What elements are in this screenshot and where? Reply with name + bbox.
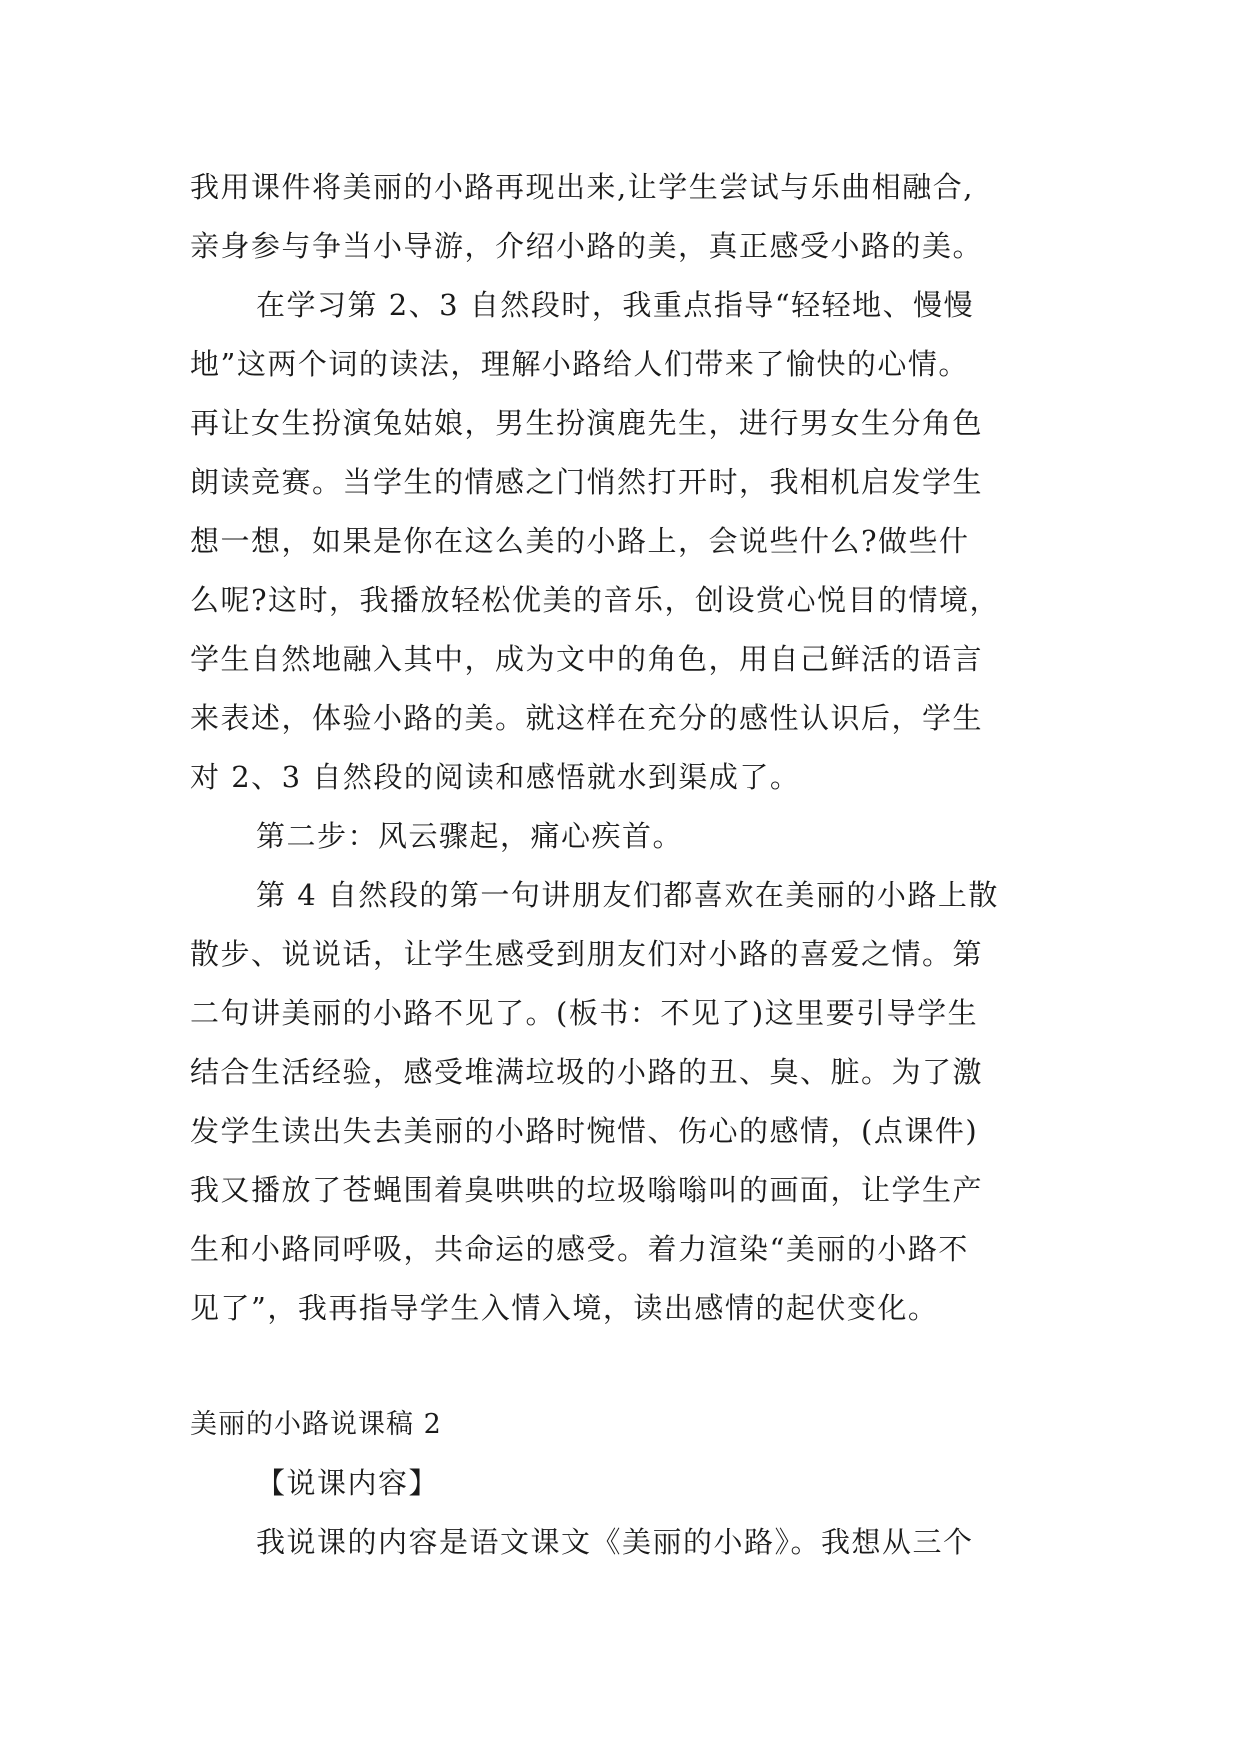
step-heading: 第二步：风云骤起，痛心疾首。: [256, 819, 684, 853]
text-line: 学生自然地融入其中，成为文中的角色，用自己鲜活的语言: [190, 642, 984, 676]
text-line: 么呢?这时，我播放轻松优美的音乐，创设赏心悦目的情境，: [190, 583, 1001, 617]
text-line: 我用课件将美丽的小路再现出来,让学生尝试与乐曲相融合,: [190, 170, 974, 204]
text-line: 发学生读出失去美丽的小路时惋惜、伤心的感情，(点课件): [190, 1114, 979, 1148]
text-line: 对 2、3 自然段的阅读和感悟就水到渠成了。: [190, 760, 801, 794]
text-line: 我又播放了苍蝇围着臭哄哄的垃圾嗡嗡叫的画面，让学生产: [190, 1173, 984, 1207]
text-line: 想一想，如果是你在这么美的小路上，会说些什么?做些什: [190, 524, 970, 558]
text-line: 再让女生扮演兔姑娘，男生扮演鹿先生，进行男女生分角色: [190, 406, 984, 440]
text-line: 散步、说说话，让学生感受到朋友们对小路的喜爱之情。第: [190, 937, 984, 971]
text-line: 来表述，体验小路的美。就这样在充分的感性认识后，学生: [190, 701, 984, 735]
text-line: 朗读竞赛。当学生的情感之门悄然打开时，我相机启发学生: [190, 465, 984, 499]
paragraph-first-line: 在学习第 2、3 自然段时，我重点指导“轻轻地、慢慢: [256, 288, 975, 322]
document-body: [190, 158, 1090, 1572]
text-line: 生和小路同呼吸，共命运的感受。着力渲染“美丽的小路不: [190, 1232, 969, 1266]
text-line: 亲身参与争当小导游，介绍小路的美，真正感受小路的美。: [190, 229, 984, 263]
section-gap: [190, 1338, 1090, 1395]
paragraph-first-line: 第 4 自然段的第一句讲朋友们都喜欢在美丽的小路上散: [256, 878, 999, 912]
text-line: 二句讲美丽的小路不见了。(板书：不见了)这里要引导学生: [190, 996, 979, 1030]
text-line: 见了”，我再指导学生入情入境，读出感情的起伏变化。: [190, 1291, 939, 1325]
text-line: 结合生活经验，感受堆满垃圾的小路的丑、臭、脏。为了激: [190, 1055, 984, 1089]
section-title: 美丽的小路说课稿 2: [190, 1409, 442, 1440]
text-line: 地”这两个词的读法，理解小路给人们带来了愉快的心情。: [190, 347, 969, 381]
subsection-heading: 【说课内容】: [256, 1466, 440, 1500]
paragraph-first-line: 我说课的内容是语文课文《美丽的小路》。我想从三个: [256, 1525, 974, 1559]
